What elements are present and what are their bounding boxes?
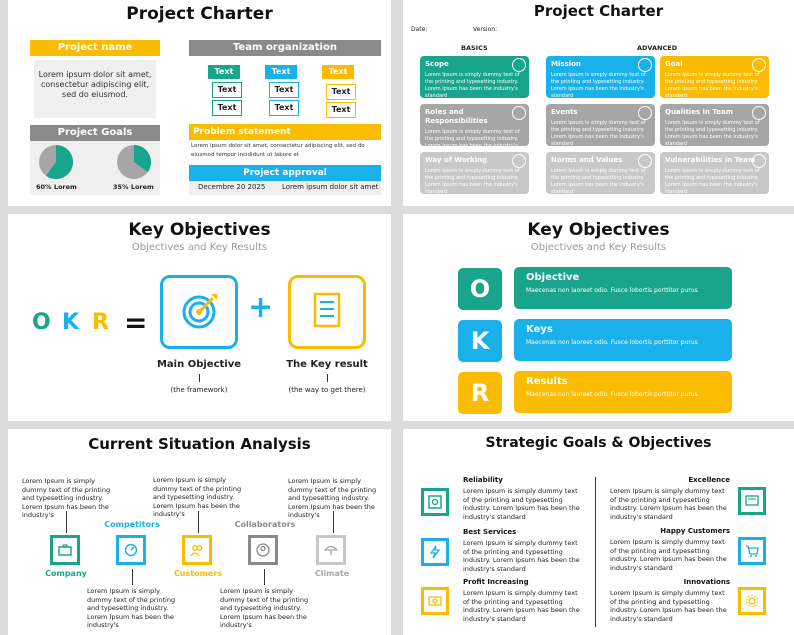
project-goals-header: Project Goals [30,125,160,141]
users-icon [190,543,204,557]
goal-text: Lorem Ipsum is simply dummy text of the printing and typesetting industry. Lorem Ipsum has been the industry's standard [610,538,727,572]
card-title: Qualities in Team [665,108,733,116]
problem-statement-text: Lorem ipsum dolor sit amet, consectetur adipiscing elit, sed do eiusmod tempor incididunt ut labore et [191,143,365,158]
goal-title: Reliability [463,476,503,484]
team-organization-header: Team organization [189,40,381,56]
para-competitors: Lorem Ipsum is simply dummy text of the printing and typesetting industry. Lorem Ipsum has been the industry's [87,587,176,629]
card-goal [660,56,769,98]
goal-1-label: 60% Lorem [36,183,77,191]
card-way-of-working [420,152,529,194]
scope-icon [512,58,526,72]
card-vulnerabilities [660,152,769,194]
card-text: Lorem Ipsum is simply dummy text of the printing and typesetting industry. Lorem Ipsum has been the industry's standard [425,72,520,99]
team-box-1a: Text [212,82,242,98]
slide-title: Current Situation Analysis [88,435,311,453]
slide-title: Project Charter [533,2,664,20]
innovations-icon-box [738,587,766,615]
slide-subtitle: Objectives and Key Results [530,242,667,253]
main-objective-label: Main Objective [156,359,242,370]
slide-project-charter-1[interactable] [8,0,391,206]
card-mission [546,56,655,98]
okr-r-tile: R [458,372,502,414]
checklist-icon-box [288,275,366,349]
slide-title: Key Objectives [527,220,670,240]
calendar-icon [638,106,652,120]
gear-icon [745,594,759,608]
trophy-icon [752,58,766,72]
goal-text: Lorem Ipsum is simply dummy text of the printing and typesetting industry. Lorem Ipsum has been the industry's standard [610,589,727,623]
card-title: Roles and Responsibilities [425,108,488,125]
best-services-icon-box [421,538,449,566]
star-icon [752,106,766,120]
goal-text: Lorem Ipsum is simply dummy text of the printing and typesetting industry. Lorem Ipsum has been the industry's standard [463,589,580,623]
team-box-lead-2: Text [265,65,297,79]
customers-label: Customers [173,569,223,578]
goal-text: Lorem Ipsum is simply dummy text of the printing and typesetting industry. Lorem Ipsum has been the industry's standard [463,487,580,521]
slide-title: Project Charter [126,4,273,24]
goal-pie-1 [38,144,74,180]
project-approval-header: Project approval [189,165,381,181]
goal-title: Profit Increasing [463,578,529,586]
key-result-sub: (the way to get there) [288,386,366,394]
team-box-2b: Text [269,100,299,116]
project-name-text: Lorem ipsum dolor sit amet, consectetur adipiscing elit, sed do eiusmod. [34,60,156,118]
plus-sign: + [248,290,274,325]
gauge-icon [124,543,138,557]
basics-label: BASICS [461,44,488,52]
collaborators-icon-box [248,535,278,565]
card-text: Lorem Ipsum is simply dummy text of the printing and typesetting industry. Lorem Ipsum has been the industry's standard [425,168,520,195]
goal-title: Excellence [688,476,730,484]
card-text: Lorem Ipsum is simply dummy text of the printing and typesetting industry. Lorem Ipsum has been the industry's standard [551,168,646,195]
card-title: Events [551,108,578,116]
okr-objective-card [514,267,732,309]
safe-icon [428,495,442,509]
checklist-icon [291,278,363,346]
slide-project-charter-2[interactable] [403,0,794,206]
goal-text: Lorem Ipsum is simply dummy text of the printing and typesetting industry. Lorem Ipsum has been the industry's standard [610,487,727,521]
lightning-icon [428,545,442,559]
main-objective-sub: (the framework) [170,386,228,394]
slide-key-objectives-2[interactable] [403,214,794,421]
project-name-header: Project name [30,40,160,56]
certificate-icon [745,494,759,508]
para-climate: Lorem Ipsum is simply dummy text of the printing and typesetting industry. Lorem Ipsum has been the industry's [288,477,377,519]
people-icon [512,106,526,120]
date-label: Date: [411,26,428,33]
cart-icon [745,544,759,558]
card-title: Norms and Values [551,156,623,164]
goal-title: Innovations [683,578,730,586]
problem-statement-header: Problem statement [189,124,381,140]
key-result-label: The Key result [286,359,368,370]
goal-innovations [610,578,730,623]
equals-sign: = [124,306,148,339]
card-scope [420,56,529,98]
approval-date: Decembre 20 2025 [198,183,266,191]
card-title: Vulnerabilities in Team [665,156,756,164]
card-title: Goal [665,60,683,68]
company-label: Company [45,569,87,578]
card-title: Mission [551,60,581,68]
goal-title: Best Services [463,528,517,536]
approval-text: Lorem ipsum dolor sit amet [282,183,379,191]
gear-icon [512,154,526,168]
goal-excellence [610,476,730,521]
connector-customers [198,511,199,533]
competitors-icon-box [116,535,146,565]
advanced-label: ADVANCED [637,44,678,52]
okr-letter-o: O [32,310,51,335]
goal-title: Happy Customers [660,527,730,535]
goal-reliability [463,476,583,521]
okr-card-head: Objective [526,272,580,283]
slide-title: Strategic Goals & Objectives [485,435,712,451]
okr-keys-card [514,319,732,361]
connector-competitors [132,569,133,585]
profit-icon-box [421,587,449,615]
okr-card-body: Maecenas non laoreet odio. Fusce lobortis porttitor purus [526,391,698,398]
team-box-3a: Text [326,84,356,100]
card-events [546,104,655,146]
team-box-3b: Text [326,102,356,118]
target-icon-box [160,275,238,349]
target-icon [163,278,235,346]
card-text: Lorem Ipsum is simply dummy text of the printing and typesetting industry. Lorem Ipsum has been the industry's standard [665,72,760,99]
okr-letter-r: R [92,310,109,335]
para-customers: Lorem Ipsum is simply dummy text of the printing and typesetting industry. Lorem Ipsum has been the industry's [153,476,242,518]
money-icon [428,594,442,608]
excellence-icon-box [738,487,766,515]
team-box-lead-1: Text [208,65,240,79]
slide-subtitle: Objectives and Key Results [131,242,268,253]
slide-key-objectives-1[interactable] [8,214,391,421]
climate-icon-box [316,535,346,565]
card-text: Lorem Ipsum is simply dummy text of the printing and typesetting industry. Lorem Ipsum has been the industry's standard [551,72,646,99]
climate-label: Climate [314,569,350,578]
card-text: Lorem Ipsum is simply dummy text of the printing and typesetting industry. Lorem Ipsum has been the industry's standard [551,120,646,147]
okr-results-card [514,371,732,413]
warning-icon [752,154,766,168]
connector-climate [333,511,334,533]
connector-company [66,511,67,533]
team-box-lead-3: Text [322,65,354,79]
card-text: Lorem Ipsum is simply dummy text of the printing and typesetting industry. Lorem Ipsum has been the industry's [425,129,520,149]
main-objective-tick [199,374,200,382]
user-icon [256,543,270,557]
card-norms [546,152,655,194]
card-text: Lorem Ipsum is simply dummy text of the printing and typesetting industry. Lorem Ipsum has been the industry's standard [665,168,760,195]
company-icon-box [50,535,80,565]
mission-icon [638,58,652,72]
card-qualities [660,104,769,146]
connector-collaborators [264,569,265,585]
okr-card-body: Maecenas non laoreet odio. Fusce lobortis porttitor purus [526,339,698,346]
card-title: Way of Working [425,156,488,164]
collaborators-label: Collaborators [234,520,296,529]
umbrella-icon [324,543,338,557]
version-label: Version: [473,26,498,33]
card-roles [420,104,529,149]
slide-strategic-goals[interactable] [403,429,794,635]
customers-icon-box [182,535,212,565]
para-collaborators: Lorem Ipsum is simply dummy text of the printing and typesetting industry. Lorem Ipsum has been the industry's [220,587,309,629]
goal-profit-increasing [463,578,583,623]
happy-customers-icon-box [738,537,766,565]
goal-text: Lorem Ipsum is simply dummy text of the printing and typesetting industry. Lorem Ipsum has been the industry's standard [463,539,580,573]
goal-happy-customers [610,527,730,572]
goal-2-label: 35% Lorem [113,183,154,191]
scale-icon [638,154,652,168]
briefcase-icon [58,543,72,557]
card-text: Lorem Ipsum is simply dummy text of the printing and typesetting industry. Lorem Ipsum has been the industry's standard [665,120,760,147]
slide-title: Key Objectives [128,220,271,240]
team-box-2a: Text [269,82,299,98]
competitors-label: Competitors [104,520,160,529]
para-company: Lorem Ipsum is simply dummy text of the printing and typesetting industry. Lorem Ipsum has been the industry's [22,477,111,519]
team-box-1b: Text [212,100,242,116]
slide-current-situation[interactable] [8,429,391,635]
okr-card-head: Keys [526,324,553,335]
goal-pie-2 [116,144,152,180]
okr-card-head: Results [526,376,568,387]
card-title: Scope [425,60,449,68]
goal-best-services [463,528,583,573]
okr-k-tile: K [458,320,502,362]
okr-letter-k: K [62,310,80,335]
okr-card-body: Maecenas non laoreet odio. Fusce lobortis porttitor purus [526,287,698,294]
center-divider [595,477,596,627]
reliability-icon-box [421,488,449,516]
okr-o-tile: O [458,268,502,310]
key-result-tick [327,374,328,382]
